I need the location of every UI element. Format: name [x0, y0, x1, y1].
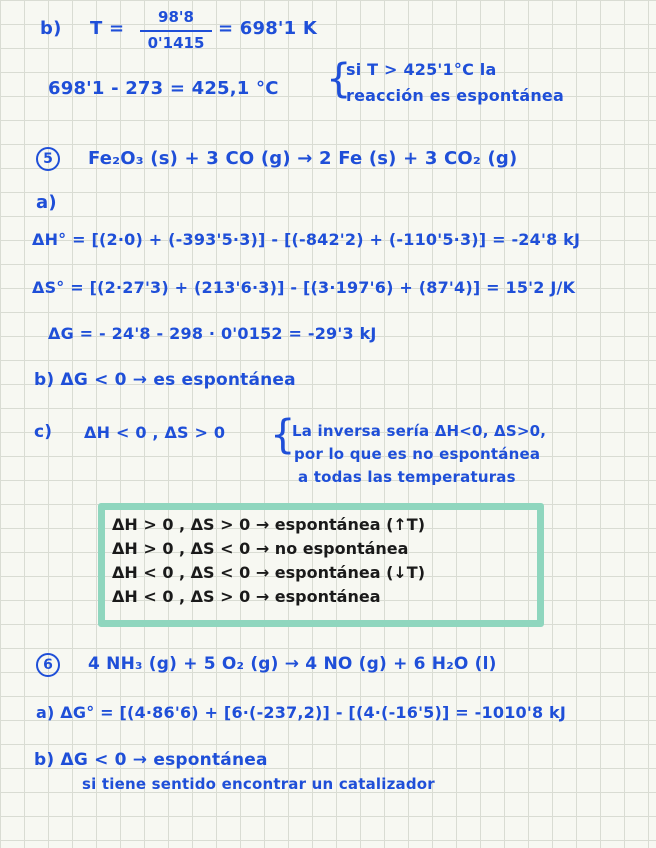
problem6-part-a: a) ΔG° = [(4·86'6) + [6·(-237,2)] - [(4·(-16'5)] = -1010'8 kJ [36, 703, 567, 722]
celsius-calc: 698'1 - 273 = 425,1 °C [48, 78, 279, 99]
fraction-bar [140, 30, 212, 32]
problem5-part-c-line2: por lo que es no espontánea [294, 445, 541, 463]
temperature-result: = 698'1 K [218, 18, 317, 39]
fraction-denominator: 0'1415 [147, 34, 205, 52]
problem6-part-b: b) ΔG < 0 → espontánea [34, 750, 268, 770]
problem5-delta-h: ΔH° = [(2·0) + (-393'5·3)] - [(-842'2) + (-110'5·3)] = -24'8 kJ [32, 230, 581, 249]
problem5-part-c-condition: ΔH < 0 , ΔS > 0 [84, 423, 226, 442]
t-equals: T = [90, 18, 125, 39]
spontaneity-note-line1: si T > 425'1°C la [346, 60, 497, 79]
problem6-part-b-note: si tiene sentido encontrar un catalizador [82, 775, 435, 793]
summary-row-1: ΔH > 0 , ΔS > 0 → espontánea (↑T) [112, 515, 426, 534]
spontaneity-note-line2: reacción es espontánea [346, 86, 564, 105]
problem-number-5: 5 [36, 147, 60, 171]
part-b-label: b) [40, 18, 62, 39]
problem6-equation: 4 NH₃ (g) + 5 O₂ (g) → 4 NO (g) + 6 H₂O (l) [88, 654, 497, 674]
curly-brace-icon: { [270, 412, 296, 458]
curly-brace-icon: { [326, 56, 352, 102]
problem5-delta-s: ΔS° = [(2·27'3) + (213'6·3)] - [(3·197'6) + (87'4)] = 15'2 J/K [32, 278, 576, 297]
problem5-part-c-label: c) [34, 422, 53, 442]
problem-number-6: 6 [36, 653, 60, 677]
problem5-delta-g: ΔG = - 24'8 - 298 · 0'0152 = -29'3 kJ [48, 324, 377, 343]
problem5-part-b: b) ΔG < 0 → es espontánea [34, 370, 296, 390]
fraction-numerator: 98'8 [158, 8, 194, 26]
summary-row-4: ΔH < 0 , ΔS > 0 → espontánea [112, 587, 381, 606]
problem5-equation: Fe₂O₃ (s) + 3 CO (g) → 2 Fe (s) + 3 CO₂ (g) [88, 148, 518, 169]
problem5-part-a-label: a) [36, 192, 57, 213]
summary-row-3: ΔH < 0 , ΔS < 0 → espontánea (↓T) [112, 563, 426, 582]
problem5-part-c-line3: a todas las temperaturas [298, 468, 516, 486]
summary-row-2: ΔH > 0 , ΔS < 0 → no espontánea [112, 539, 409, 558]
problem5-part-c-line1: La inversa sería ΔH<0, ΔS>0, [292, 422, 547, 440]
